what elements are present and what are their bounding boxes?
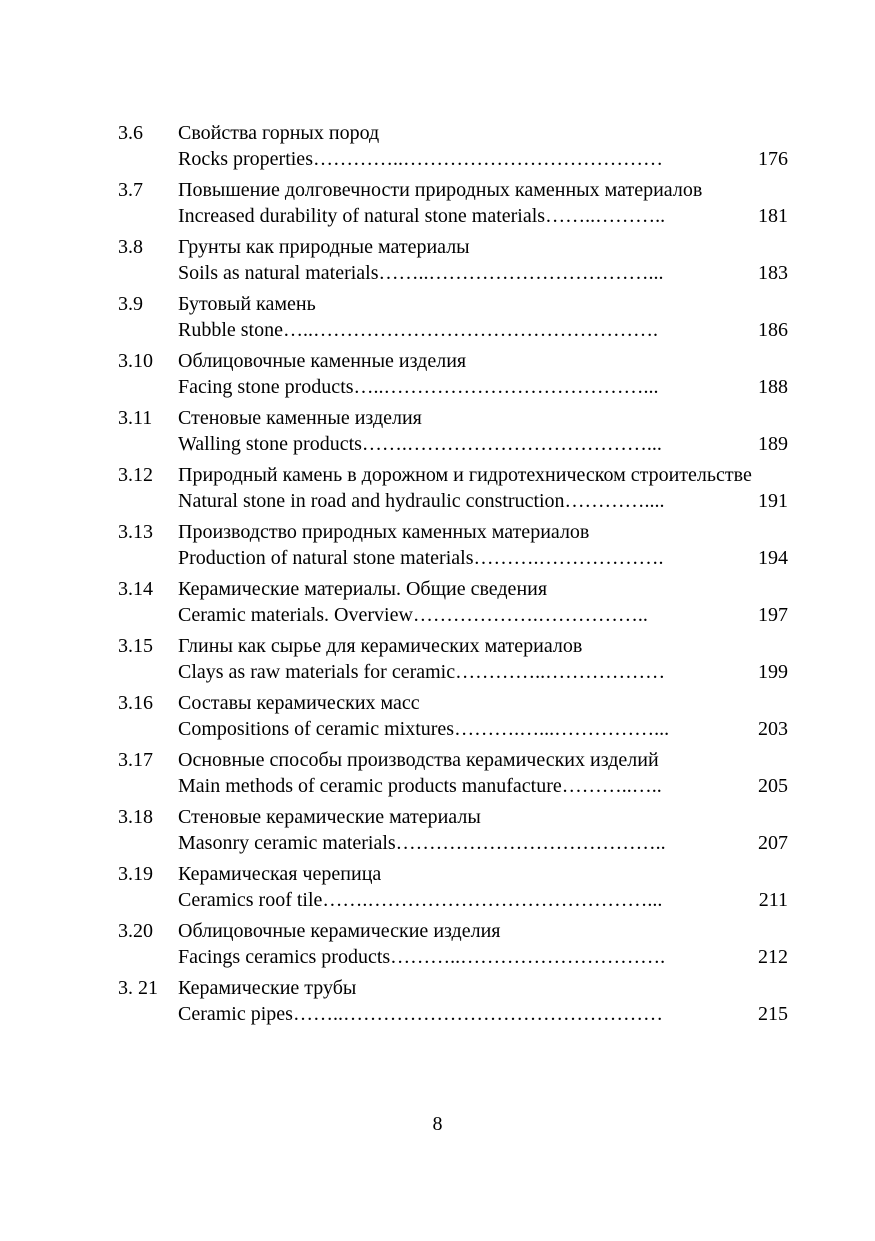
toc-entry-title-ru: Облицовочные каменные изделия bbox=[178, 350, 467, 372]
toc-entry-title-ru: Грунты как природные материалы bbox=[178, 236, 470, 258]
toc-entry-heading-row bbox=[118, 747, 788, 773]
toc-entry-number: 3.6 bbox=[118, 122, 143, 144]
toc-entry-english-row bbox=[118, 545, 788, 576]
toc-entry-title-en: Natural stone in road and hydraulic construction………….... bbox=[178, 490, 665, 512]
toc-entry-title-ru: Составы керамических масс bbox=[178, 692, 420, 714]
toc-entry-heading-row bbox=[118, 633, 788, 659]
toc-entry-page: 212 bbox=[758, 946, 788, 968]
toc-entry-english-row bbox=[118, 887, 788, 918]
toc-entry-page: 183 bbox=[758, 262, 788, 284]
toc-entry-heading-row bbox=[118, 405, 788, 431]
toc-entry-title-ru: Природный камень в дорожном и гидротехническом строительстве bbox=[178, 464, 752, 486]
toc-entry-page: 176 bbox=[758, 148, 788, 170]
toc-entry-title-en: Compositions of ceramic mixtures……….…...……………... bbox=[178, 718, 670, 740]
toc-entry-heading-row bbox=[118, 120, 788, 146]
toc-entry-page: 191 bbox=[758, 490, 788, 512]
toc-entry-english-row bbox=[118, 830, 788, 861]
toc-entry-page: 189 bbox=[758, 433, 788, 455]
table-of-contents bbox=[118, 120, 788, 1032]
toc-entry-spacer bbox=[118, 659, 178, 690]
toc-entry-spacer bbox=[118, 203, 178, 234]
toc-entry-page: 188 bbox=[758, 376, 788, 398]
toc-entry-english-row bbox=[118, 1001, 788, 1032]
toc-entry-title-en: Masonry ceramic materials………………………………….. bbox=[178, 832, 666, 854]
toc-entry-number: 3.14 bbox=[118, 578, 153, 600]
toc-entry-title-ru: Облицовочные керамические изделия bbox=[178, 920, 501, 942]
toc-entry-page: 215 bbox=[758, 1003, 788, 1025]
toc-entry-title-ru: Керамическая черепица bbox=[178, 863, 382, 885]
toc-entry-spacer bbox=[118, 773, 178, 804]
toc-entry-page: 186 bbox=[758, 319, 788, 341]
toc-entry-english-row bbox=[118, 203, 788, 234]
toc-entry-number: 3.7 bbox=[118, 179, 143, 201]
toc-entry-english-row bbox=[118, 773, 788, 804]
toc-entry-title-en: Facing stone products…..…………………………………... bbox=[178, 376, 659, 398]
toc-entry-heading-row bbox=[118, 348, 788, 374]
toc-entry-title-ru: Керамические материалы. Общие сведения bbox=[178, 578, 548, 600]
toc-entry-number: 3.17 bbox=[118, 749, 153, 771]
toc-entry-page: 211 bbox=[758, 889, 788, 911]
toc-entry-page: 203 bbox=[758, 718, 788, 740]
toc-entry-title-ru: Повышение долговечности природных каменных материалов bbox=[178, 179, 703, 201]
toc-entry-spacer bbox=[118, 830, 178, 861]
toc-entry-title-ru: Глины как сырье для керамических материалов bbox=[178, 635, 583, 657]
toc-entry-title-en: Rubble stone…..……………………………………………. bbox=[178, 319, 658, 341]
toc-entry-spacer bbox=[118, 488, 178, 519]
toc-entry-number: 3.9 bbox=[118, 293, 143, 315]
toc-entry-english-row bbox=[118, 488, 788, 519]
toc-entry-heading-row bbox=[118, 861, 788, 887]
toc-entry-heading-row bbox=[118, 177, 788, 203]
toc-entry-page: 197 bbox=[758, 604, 788, 626]
toc-entry-title-en: Ceramic materials. Overview……………….…………….. bbox=[178, 604, 648, 626]
toc-entry-number: 3.12 bbox=[118, 464, 153, 486]
toc-entry-spacer bbox=[118, 146, 178, 177]
toc-entry-heading-row bbox=[118, 519, 788, 545]
toc-entry-heading-row bbox=[118, 804, 788, 830]
toc-entry-number: 3.10 bbox=[118, 350, 153, 372]
toc-entry-english-row bbox=[118, 146, 788, 177]
toc-entry-heading-row bbox=[118, 975, 788, 1001]
toc-entry-heading-row bbox=[118, 576, 788, 602]
toc-entry-english-row bbox=[118, 602, 788, 633]
toc-entry-number: 3.20 bbox=[118, 920, 153, 942]
toc-entry-number: 3.18 bbox=[118, 806, 153, 828]
toc-entry-title-ru: Свойства горных пород bbox=[178, 122, 380, 144]
toc-entry-number: 3. 21 bbox=[118, 977, 158, 999]
toc-entry-english-row bbox=[118, 716, 788, 747]
toc-entry-title-ru: Стеновые керамические материалы bbox=[178, 806, 481, 828]
toc-entry-spacer bbox=[118, 317, 178, 348]
toc-entry-number: 3.13 bbox=[118, 521, 153, 543]
toc-entry-number: 3.15 bbox=[118, 635, 153, 657]
toc-entry-heading-row bbox=[118, 291, 788, 317]
toc-entry-page: 194 bbox=[758, 547, 788, 569]
toc-entry-title-ru: Бутовый камень bbox=[178, 293, 316, 315]
toc-entry-page: 199 bbox=[758, 661, 788, 683]
toc-entry-page: 181 bbox=[758, 205, 788, 227]
toc-entry-title-en: Main methods of ceramic products manufacture………..….. bbox=[178, 775, 662, 797]
toc-entry-spacer bbox=[118, 431, 178, 462]
toc-entry-spacer bbox=[118, 374, 178, 405]
toc-entry-number: 3.8 bbox=[118, 236, 143, 258]
toc-entry-title-en: Clays as raw materials for ceramic…………..……………… bbox=[178, 661, 666, 683]
toc-entry-title-en: Soils as natural materials……..……………………………... bbox=[178, 262, 664, 284]
toc-entry-title-en: Ceramic pipes……..………………………………………… bbox=[178, 1003, 663, 1025]
toc-entry-title-ru: Основные способы производства керамических изделий bbox=[178, 749, 659, 771]
toc-entry-spacer bbox=[118, 602, 178, 633]
toc-entry-title-ru: Керамические трубы bbox=[178, 977, 357, 999]
toc-entry-spacer bbox=[118, 260, 178, 291]
toc-entry-page: 205 bbox=[758, 775, 788, 797]
toc-entry-title-en: Ceramics roof tile…….……………………………………... bbox=[178, 889, 663, 911]
toc-entry-title-en: Rocks properties…………..………………………………… bbox=[178, 148, 663, 170]
toc-entry-title-ru: Производство природных каменных материалов bbox=[178, 521, 590, 543]
toc-entry-english-row bbox=[118, 317, 788, 348]
toc-entry-heading-row bbox=[118, 918, 788, 944]
toc-entry-english-row bbox=[118, 374, 788, 405]
toc-entry-heading-row bbox=[118, 690, 788, 716]
toc-entry-heading-row bbox=[118, 462, 788, 488]
page-number: 8 bbox=[432, 1113, 443, 1135]
toc-entry-number: 3.19 bbox=[118, 863, 153, 885]
toc-entry-number: 3.11 bbox=[118, 407, 153, 429]
toc-entry-number: 3.16 bbox=[118, 692, 153, 714]
toc-entry-spacer bbox=[118, 545, 178, 576]
toc-entry-english-row bbox=[118, 260, 788, 291]
toc-entry-english-row bbox=[118, 431, 788, 462]
toc-entry-spacer bbox=[118, 887, 178, 918]
toc-body bbox=[118, 120, 788, 1032]
toc-entry-spacer bbox=[118, 944, 178, 975]
toc-entry-spacer bbox=[118, 1001, 178, 1032]
toc-entry-heading-row bbox=[118, 234, 788, 260]
toc-entry-title-en: Increased durability of natural stone materials……..……….. bbox=[178, 205, 666, 227]
toc-entry-title-ru: Стеновые каменные изделия bbox=[178, 407, 422, 429]
toc-entry-title-en: Production of natural stone materials……….………………. bbox=[178, 547, 664, 569]
toc-entry-english-row bbox=[118, 944, 788, 975]
toc-entry-english-row bbox=[118, 659, 788, 690]
toc-entry-title-en: Facings ceramics products………..…………………………. bbox=[178, 946, 666, 968]
toc-entry-title-en: Walling stone products…….………………………………... bbox=[178, 433, 662, 455]
toc-entry-spacer bbox=[118, 716, 178, 747]
toc-entry-page: 207 bbox=[758, 832, 788, 854]
